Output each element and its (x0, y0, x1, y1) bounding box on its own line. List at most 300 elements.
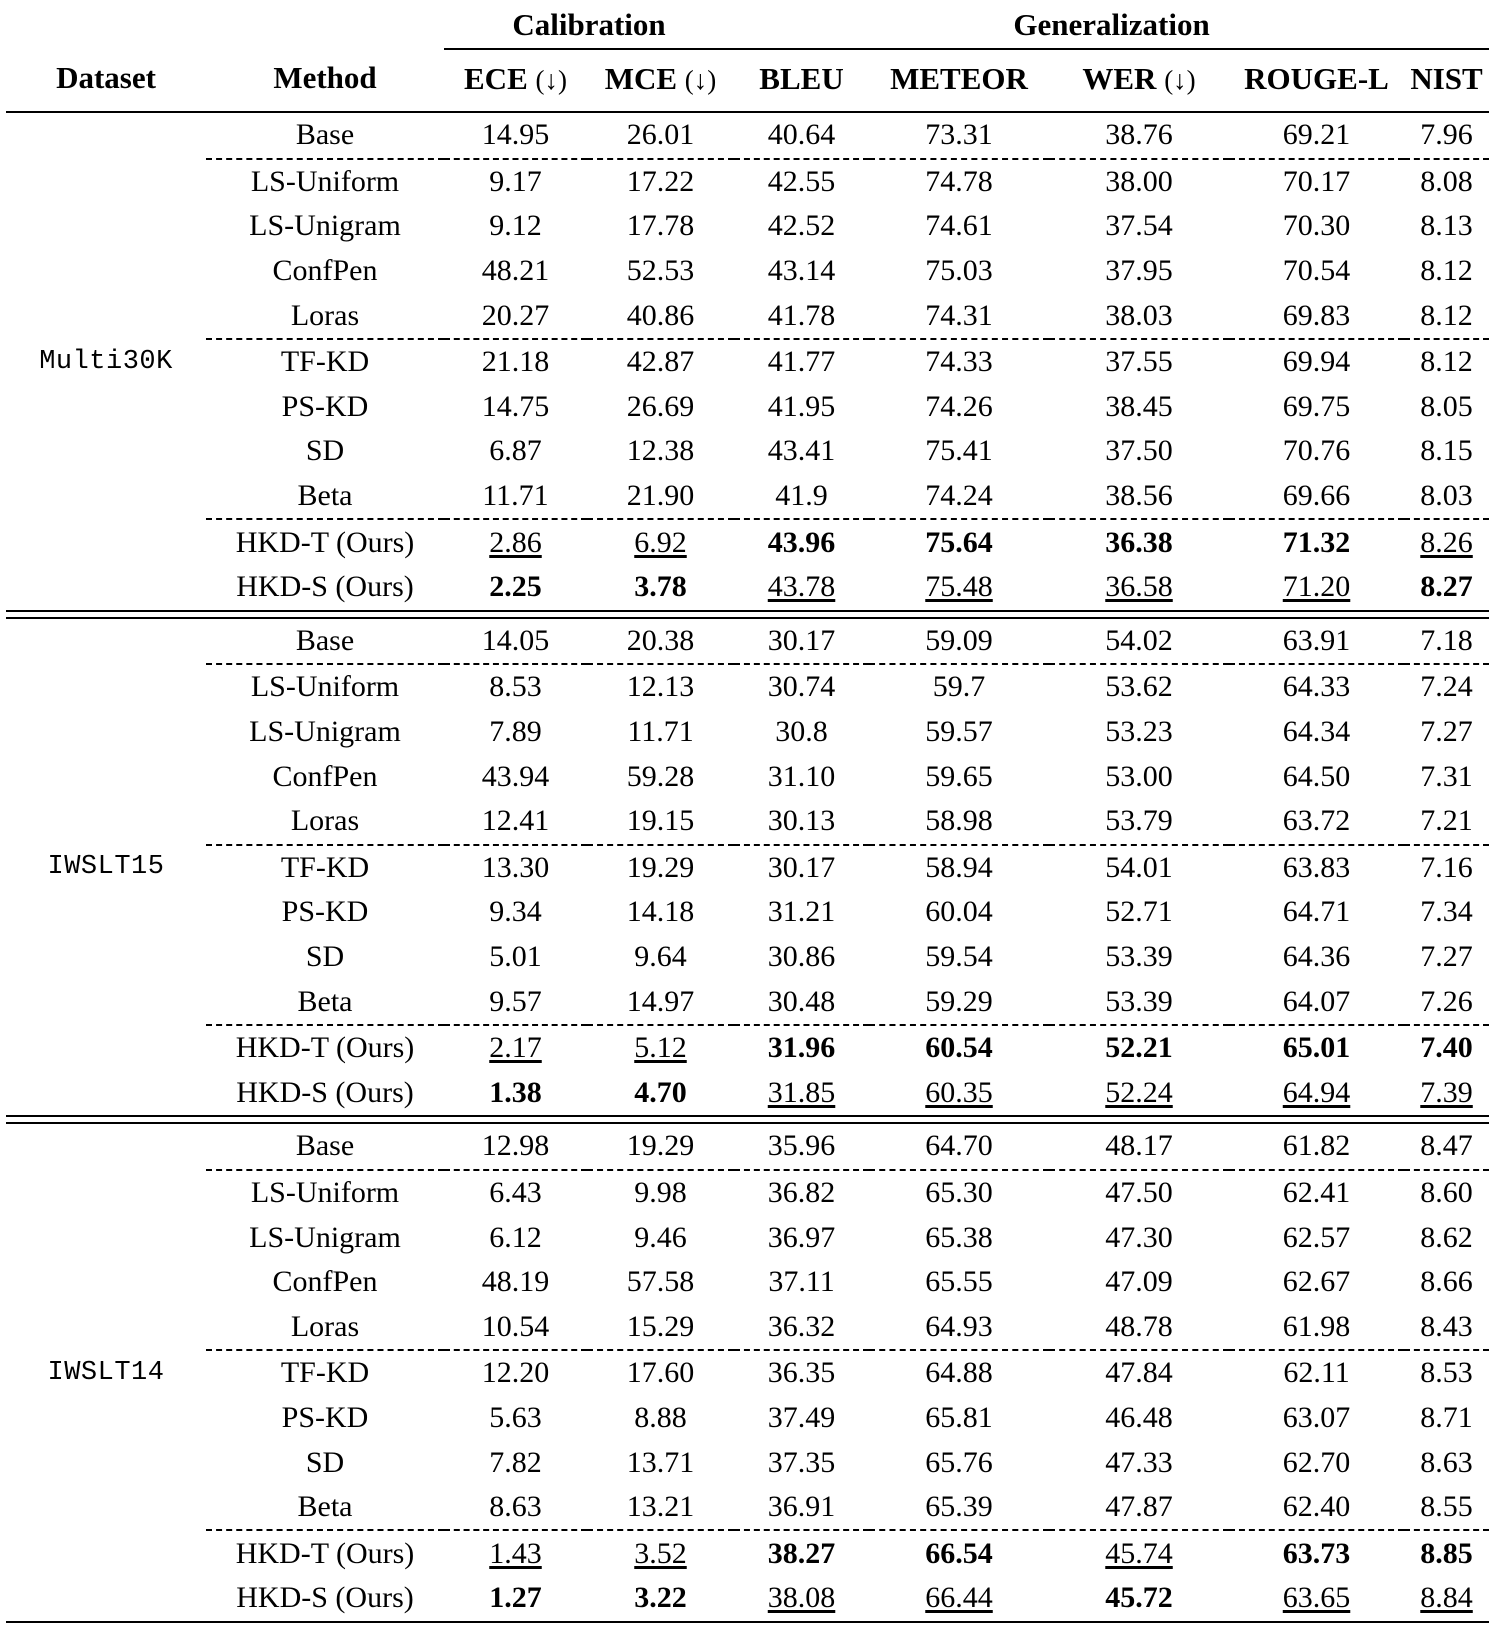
cell-meteor: 75.41 (925, 434, 993, 468)
column-header-meteor: METEOR (890, 60, 1028, 96)
cell-meteor: 65.55 (925, 1265, 993, 1299)
table-row (6, 1070, 1489, 1116)
cell-mce: 17.78 (626, 209, 695, 243)
cell-wer: 47.84 (1105, 1356, 1173, 1390)
method-label: LS-Uniform (250, 1175, 400, 1209)
group-header-generalization: Generalization (734, 0, 1489, 49)
table-bottom-rule (6, 1622, 1489, 1627)
cell-meteor: 59.57 (925, 715, 993, 749)
cell-rouge: 70.54 (1282, 254, 1351, 288)
cell-bleu: 35.96 (767, 1129, 836, 1163)
cell-ece: 1.43 (489, 1536, 542, 1570)
method-label: SD (305, 434, 345, 468)
cell-mce: 19.29 (626, 1129, 695, 1163)
table-row (6, 1304, 1489, 1350)
dataset-cell-empty (6, 112, 206, 159)
cell-rouge: 71.20 (1282, 570, 1351, 604)
method-label: TF-KD (280, 345, 370, 379)
cell-meteor: 65.76 (925, 1445, 993, 1479)
cell-wer: 53.39 (1105, 984, 1173, 1018)
cell-mce: 19.15 (626, 804, 695, 838)
cell-meteor: 74.26 (925, 389, 993, 423)
dataset-cell-empty (6, 249, 206, 294)
group-header-row (6, 0, 1489, 49)
cell-mce: 9.46 (634, 1220, 687, 1254)
cell-bleu: 43.96 (767, 525, 836, 559)
method-label: PS-KD (281, 1400, 369, 1434)
cell-bleu: 36.97 (767, 1220, 836, 1254)
cell-rouge: 64.71 (1282, 895, 1351, 929)
table-row (6, 565, 1489, 611)
cell-mce: 17.22 (626, 164, 695, 198)
cell-ece: 12.98 (481, 1129, 550, 1163)
cell-nist: 8.47 (1420, 1129, 1473, 1163)
table-row (6, 710, 1489, 755)
cell-ece: 2.86 (489, 525, 542, 559)
dataset-cell-empty (6, 293, 206, 339)
cell-mce: 13.21 (626, 1490, 695, 1524)
method-label: HKD-S (Ours) (236, 570, 414, 604)
dataset-cell-empty (6, 890, 206, 935)
dataset-cell-empty (6, 665, 206, 710)
cell-rouge: 70.17 (1282, 164, 1351, 198)
table-row (6, 293, 1489, 339)
column-header-wer-label: WER (1082, 60, 1157, 96)
cell-bleu: 36.32 (767, 1309, 836, 1343)
table-row (6, 474, 1489, 520)
cell-nist: 7.21 (1420, 804, 1473, 838)
cell-nist: 8.85 (1420, 1536, 1473, 1570)
cell-rouge: 63.91 (1282, 623, 1351, 657)
cell-meteor: 66.54 (925, 1536, 993, 1570)
rule-segment (6, 611, 1489, 618)
cell-mce: 9.64 (634, 939, 687, 973)
cell-nist: 7.31 (1420, 759, 1473, 793)
cell-mce: 40.86 (626, 298, 695, 332)
table-row (6, 112, 1489, 159)
cell-meteor: 58.94 (925, 850, 993, 884)
cell-mce: 26.69 (626, 389, 695, 423)
method-label: HKD-T (Ours) (235, 525, 415, 559)
method-label: PS-KD (281, 895, 369, 929)
table-row (6, 385, 1489, 430)
down-arrow-icon-mce: (↓) (684, 64, 717, 95)
cell-rouge: 63.72 (1282, 804, 1351, 838)
method-label: HKD-S (Ours) (236, 1075, 414, 1109)
cell-wer: 47.33 (1105, 1445, 1173, 1479)
method-label: LS-Unigram (249, 209, 401, 243)
cell-bleu: 43.41 (767, 434, 836, 468)
dataset-label: Multi30K (39, 346, 173, 377)
cell-meteor: 59.29 (925, 984, 993, 1018)
dataset-cell-empty (6, 204, 206, 249)
cell-bleu: 30.8 (775, 715, 828, 749)
cell-nist: 8.53 (1420, 1356, 1473, 1390)
cell-nist: 7.39 (1420, 1075, 1473, 1109)
cell-meteor: 64.88 (925, 1356, 993, 1390)
cell-nist: 8.71 (1420, 1400, 1473, 1434)
cell-mce: 26.01 (626, 118, 695, 152)
dataset-cell-empty (6, 935, 206, 980)
cell-nist: 8.03 (1420, 479, 1473, 513)
cell-meteor: 74.24 (925, 479, 993, 513)
cell-nist: 7.34 (1420, 895, 1473, 929)
cell-rouge: 69.21 (1282, 118, 1351, 152)
column-header-dataset: Dataset (56, 60, 156, 95)
cell-ece: 20.27 (481, 298, 550, 332)
table-row (6, 799, 1489, 845)
cell-nist: 8.08 (1420, 164, 1473, 198)
method-label: LS-Uniform (250, 670, 400, 704)
cell-bleu: 31.96 (767, 1031, 836, 1065)
cell-ece: 2.17 (489, 1031, 542, 1065)
block-double-rule (6, 1116, 1489, 1123)
cell-ece: 6.87 (489, 434, 542, 468)
table-row (6, 665, 1489, 710)
cell-bleu: 30.13 (767, 804, 836, 838)
method-label: LS-Unigram (249, 715, 401, 749)
dataset-cell-empty (6, 979, 206, 1025)
method-label: LS-Uniform (250, 164, 400, 198)
cell-nist: 8.66 (1420, 1265, 1473, 1299)
cell-wer: 52.71 (1105, 895, 1173, 929)
method-label: LS-Unigram (249, 1220, 401, 1254)
cell-meteor: 66.44 (925, 1581, 993, 1615)
cell-wer: 47.50 (1105, 1175, 1173, 1209)
dataset-cell-empty (6, 520, 206, 565)
cell-ece: 14.05 (481, 623, 550, 657)
method-label: HKD-T (Ours) (235, 1536, 415, 1570)
cell-wer: 48.78 (1105, 1309, 1173, 1343)
cell-bleu: 41.95 (767, 389, 836, 423)
cell-bleu: 37.11 (768, 1265, 835, 1299)
cell-wer: 52.24 (1105, 1075, 1173, 1109)
dataset-cell-empty (6, 710, 206, 755)
cell-ece: 10.54 (481, 1309, 550, 1343)
cell-wer: 47.30 (1105, 1220, 1173, 1254)
cell-mce: 19.29 (626, 850, 695, 884)
cell-meteor: 60.54 (925, 1031, 993, 1065)
column-header-nist: NIST (1410, 60, 1483, 96)
cell-ece: 48.21 (481, 254, 550, 288)
table-row (6, 1026, 1489, 1071)
cell-ece: 7.82 (489, 1445, 542, 1479)
cell-wer: 36.38 (1105, 525, 1173, 559)
cell-ece: 12.41 (481, 804, 550, 838)
cell-rouge: 63.83 (1282, 850, 1351, 884)
dataset-cell-empty (6, 754, 206, 799)
cell-ece: 14.95 (481, 118, 550, 152)
cell-meteor: 59.54 (925, 939, 993, 973)
column-header-row (6, 49, 1489, 106)
cell-wer: 38.00 (1105, 164, 1173, 198)
table-row (6, 618, 1489, 665)
dataset-cell-empty (6, 1070, 206, 1116)
table-row (6, 1396, 1489, 1441)
cell-rouge: 71.32 (1282, 525, 1351, 559)
table-row (6, 1171, 1489, 1216)
cell-mce: 20.38 (626, 623, 695, 657)
cell-bleu: 30.17 (767, 850, 836, 884)
cell-wer: 53.23 (1105, 715, 1173, 749)
cell-nist: 8.84 (1420, 1581, 1473, 1615)
cell-wer: 53.62 (1105, 670, 1173, 704)
table-row (6, 340, 1489, 385)
method-label: SD (305, 1445, 345, 1479)
cell-mce: 3.78 (634, 570, 687, 604)
cell-meteor: 75.03 (925, 254, 993, 288)
results-table (6, 0, 1489, 1627)
cell-ece: 6.12 (489, 1220, 542, 1254)
cell-wer: 53.39 (1105, 939, 1173, 973)
cell-rouge: 64.94 (1282, 1075, 1351, 1109)
cell-ece: 12.20 (481, 1356, 550, 1390)
column-header-ece (444, 49, 587, 106)
cell-rouge: 69.83 (1282, 298, 1351, 332)
cell-nist: 8.63 (1420, 1445, 1473, 1479)
table-row (6, 890, 1489, 935)
dataset-cell-empty (6, 160, 206, 205)
cell-mce: 57.58 (626, 1265, 695, 1299)
cell-nist: 8.12 (1420, 298, 1473, 332)
cell-nist: 8.27 (1420, 570, 1473, 604)
cell-meteor: 74.61 (925, 209, 993, 243)
cell-mce: 13.71 (626, 1445, 695, 1479)
cell-nist: 8.12 (1420, 345, 1473, 379)
column-header-method: Method (273, 60, 377, 95)
method-label: HKD-T (Ours) (235, 1031, 415, 1065)
cell-bleu: 40.64 (767, 118, 836, 152)
cell-ece: 21.18 (481, 345, 550, 379)
dataset-cell-empty (6, 565, 206, 611)
table-row (6, 846, 1489, 891)
method-label: Base (295, 118, 355, 152)
group-header-spacer-dataset (6, 0, 206, 49)
cell-ece: 14.75 (481, 389, 550, 423)
cell-meteor: 60.04 (925, 895, 993, 929)
table-row (6, 1531, 1489, 1576)
cell-wer: 36.58 (1105, 570, 1173, 604)
method-label: HKD-S (Ours) (236, 1581, 414, 1615)
method-label: Base (295, 1129, 355, 1163)
cell-nist: 8.26 (1420, 525, 1473, 559)
cell-wer: 54.02 (1105, 623, 1173, 657)
table-row (6, 754, 1489, 799)
cell-mce: 14.18 (626, 895, 695, 929)
cell-wer: 52.21 (1105, 1031, 1173, 1065)
method-label: TF-KD (280, 850, 370, 884)
cell-mce: 52.53 (626, 254, 695, 288)
cell-rouge: 62.57 (1282, 1220, 1351, 1254)
cell-mce: 6.92 (634, 525, 687, 559)
cell-rouge: 64.36 (1282, 939, 1351, 973)
table-row (6, 520, 1489, 565)
cell-meteor: 75.64 (925, 525, 993, 559)
cell-mce: 17.60 (626, 1356, 695, 1390)
cell-ece: 1.27 (489, 1581, 542, 1615)
cell-ece: 13.30 (481, 850, 550, 884)
cell-ece: 6.43 (489, 1175, 542, 1209)
cell-bleu: 42.55 (767, 164, 836, 198)
rule-segment (6, 1622, 1489, 1627)
method-label: PS-KD (281, 389, 369, 423)
cell-bleu: 30.74 (767, 670, 836, 704)
dataset-cell-empty (6, 1215, 206, 1260)
group-header-calibration: Calibration (444, 0, 734, 49)
cell-ece: 48.19 (481, 1265, 550, 1299)
cell-meteor: 59.09 (925, 623, 993, 657)
cell-nist: 8.15 (1420, 434, 1473, 468)
dataset-cell-empty (6, 1440, 206, 1485)
column-header-mce-label: MCE (604, 60, 678, 96)
cell-mce: 3.52 (634, 1536, 687, 1570)
table-body (6, 112, 1489, 1627)
cell-mce: 21.90 (626, 479, 695, 513)
cell-bleu: 37.49 (767, 1400, 836, 1434)
cell-bleu: 38.27 (767, 1536, 836, 1570)
cell-mce: 11.71 (627, 715, 694, 749)
column-header-rouge: ROUGE-L (1244, 60, 1389, 96)
cell-ece: 1.38 (489, 1075, 542, 1109)
cell-wer: 37.50 (1105, 434, 1173, 468)
table-row (6, 1351, 1489, 1396)
dataset-cell-empty (6, 1396, 206, 1441)
cell-meteor: 75.48 (925, 570, 993, 604)
dataset-cell-empty (6, 474, 206, 520)
cell-rouge: 63.73 (1282, 1536, 1351, 1570)
cell-bleu: 31.21 (767, 895, 836, 929)
cell-rouge: 61.82 (1282, 1129, 1351, 1163)
table-row (6, 1123, 1489, 1170)
cell-bleu: 36.91 (767, 1490, 836, 1524)
rule-segment (6, 1116, 1489, 1123)
down-arrow-icon-ece: (↓) (535, 64, 567, 95)
dataset-cell-empty (6, 1026, 206, 1071)
cell-wer: 45.74 (1105, 1536, 1173, 1570)
method-label: Beta (297, 984, 353, 1018)
cell-rouge: 64.50 (1282, 759, 1351, 793)
block-double-rule (6, 611, 1489, 618)
cell-bleu: 37.35 (767, 1445, 836, 1479)
cell-rouge: 69.66 (1282, 479, 1351, 513)
cell-ece: 7.89 (489, 715, 542, 749)
cell-bleu: 41.9 (775, 479, 828, 513)
method-label: Loras (290, 298, 360, 332)
cell-ece: 11.71 (482, 479, 549, 513)
cell-meteor: 65.30 (925, 1175, 993, 1209)
cell-meteor: 60.35 (925, 1075, 993, 1109)
dataset-cell-empty (6, 1304, 206, 1350)
cell-mce: 12.38 (626, 434, 695, 468)
cell-meteor: 65.39 (925, 1490, 993, 1524)
down-arrow-icon-wer: (↓) (1164, 64, 1196, 95)
cell-mce: 42.87 (626, 345, 695, 379)
table-row (6, 1485, 1489, 1531)
cell-bleu: 43.14 (767, 254, 836, 288)
method-label: ConfPen (272, 254, 378, 288)
table-row (6, 160, 1489, 205)
cell-ece: 9.12 (489, 209, 542, 243)
cell-ece: 5.63 (489, 1400, 542, 1434)
cell-rouge: 62.41 (1282, 1175, 1351, 1209)
cell-mce: 5.12 (634, 1031, 687, 1065)
cell-wer: 38.76 (1105, 118, 1173, 152)
cell-ece: 8.53 (489, 670, 542, 704)
cell-rouge: 62.67 (1282, 1265, 1351, 1299)
table-row (6, 249, 1489, 294)
cell-nist: 7.96 (1420, 118, 1473, 152)
method-label: TF-KD (280, 1356, 370, 1390)
cell-mce: 3.22 (634, 1581, 687, 1615)
table-row (6, 979, 1489, 1025)
cell-wer: 38.03 (1105, 298, 1173, 332)
cell-ece: 2.25 (489, 570, 542, 604)
cell-nist: 8.43 (1420, 1309, 1473, 1343)
cell-meteor: 64.93 (925, 1309, 993, 1343)
cell-ece: 9.17 (489, 164, 542, 198)
cell-mce: 8.88 (634, 1400, 687, 1434)
cell-bleu: 30.86 (767, 939, 836, 973)
cell-rouge: 64.34 (1282, 715, 1351, 749)
cell-nist: 8.60 (1420, 1175, 1473, 1209)
cell-ece: 5.01 (489, 939, 542, 973)
cell-mce: 14.97 (626, 984, 695, 1018)
table-row (6, 1260, 1489, 1305)
table-header (6, 0, 1489, 112)
cell-wer: 48.17 (1105, 1129, 1173, 1163)
cell-wer: 47.87 (1105, 1490, 1173, 1524)
cell-bleu: 42.52 (767, 209, 836, 243)
cell-rouge: 65.01 (1282, 1031, 1351, 1065)
method-label: SD (305, 939, 345, 973)
cell-meteor: 59.65 (925, 759, 993, 793)
method-label: Beta (297, 479, 353, 513)
cell-meteor: 58.98 (925, 804, 993, 838)
dataset-label: IWSLT14 (47, 1357, 165, 1388)
cell-nist: 7.27 (1420, 939, 1473, 973)
cell-wer: 46.48 (1105, 1400, 1173, 1434)
cell-nist: 8.05 (1420, 389, 1473, 423)
cell-rouge: 70.76 (1282, 434, 1351, 468)
cell-wer: 53.00 (1105, 759, 1173, 793)
cell-mce: 59.28 (626, 759, 695, 793)
cell-nist: 7.26 (1420, 984, 1473, 1018)
method-label: Base (295, 623, 355, 657)
method-label: Loras (290, 1309, 360, 1343)
cell-ece: 43.94 (481, 759, 550, 793)
dataset-cell-empty (6, 618, 206, 665)
cell-meteor: 65.81 (925, 1400, 993, 1434)
cell-meteor: 74.78 (925, 164, 993, 198)
cell-nist: 8.55 (1420, 1490, 1473, 1524)
cell-wer: 53.79 (1105, 804, 1173, 838)
cell-nist: 7.27 (1420, 715, 1473, 749)
cell-nist: 8.62 (1420, 1220, 1473, 1254)
cell-mce: 12.13 (626, 670, 695, 704)
cell-ece: 8.63 (489, 1490, 542, 1524)
cell-meteor: 65.38 (925, 1220, 993, 1254)
column-header-ece-label: ECE (464, 60, 528, 96)
cell-rouge: 62.11 (1283, 1356, 1350, 1390)
cell-wer: 54.01 (1105, 850, 1173, 884)
method-label: Loras (290, 804, 360, 838)
cell-rouge: 64.33 (1282, 670, 1351, 704)
cell-rouge: 63.65 (1282, 1581, 1351, 1615)
column-header-wer (1049, 49, 1229, 106)
dataset-cell-empty (6, 799, 206, 845)
dataset-cell-empty (6, 385, 206, 430)
cell-rouge: 64.07 (1282, 984, 1351, 1018)
